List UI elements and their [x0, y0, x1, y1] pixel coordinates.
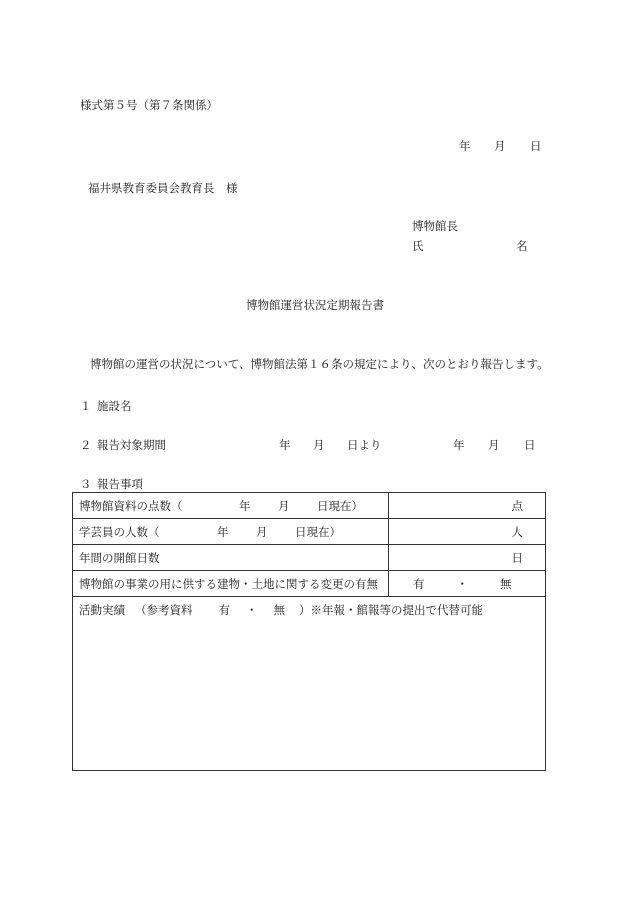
reference-yes-option[interactable]: 有	[218, 603, 230, 617]
item-1-label: 施設名	[97, 399, 132, 413]
reference-note: ※年報・館報等の提出で代替可能	[310, 603, 483, 617]
opening-days-value-cell[interactable]	[389, 545, 546, 571]
date-month-label: 月	[494, 139, 506, 153]
curator-count-label: 学芸員の人数（	[79, 524, 160, 539]
reference-close-label: ）	[299, 603, 311, 617]
period-end-day: 日	[524, 438, 536, 452]
reference-no-option[interactable]: 無	[273, 603, 285, 617]
activities-label: 活動実績	[79, 603, 125, 617]
materials-count-label: 博物館資料の点数（	[79, 498, 183, 513]
form-number: 様式第５号（第７条関係）	[80, 98, 218, 112]
table-row	[73, 493, 546, 519]
period-start-year: 年	[279, 438, 291, 452]
curator-count-value-cell[interactable]	[389, 519, 546, 545]
curator-unit: 人	[511, 524, 523, 539]
activities-cell[interactable]	[73, 597, 546, 771]
period-start-month: 月	[313, 438, 325, 452]
sender-title: 博物館長	[412, 219, 458, 233]
facility-change-separator: ・	[456, 576, 468, 591]
item-2-label: 報告対象期間	[97, 438, 166, 452]
table-row	[73, 571, 546, 597]
curator-count-label-cell	[73, 519, 389, 545]
item-3-label: 報告事項	[97, 477, 143, 491]
table-row	[73, 545, 546, 571]
opening-days-label: 年間の開館日数	[79, 550, 160, 565]
opening-days-label-cell	[73, 545, 389, 571]
curator-month-label: 月	[256, 524, 268, 539]
sender-name-label-right: 名	[516, 239, 528, 253]
materials-unit: 点	[511, 498, 523, 513]
item-2-number: ２	[80, 438, 92, 452]
item-1-number: １	[80, 399, 92, 413]
facility-change-choice-cell[interactable]	[389, 571, 546, 597]
materials-count-label-cell	[73, 493, 389, 519]
document-title: 博物館運営状況定期報告書	[246, 298, 384, 312]
intro-text: 博物館の運営の状況について、博物館法第１６条の規定により、次のとおり報告します。	[90, 357, 549, 371]
curator-year-label: 年	[217, 524, 229, 539]
facility-change-yes-option[interactable]: 有	[413, 576, 425, 591]
facility-change-no-option[interactable]: 無	[500, 576, 512, 591]
date-year-label: 年	[459, 139, 471, 153]
facility-change-label-cell	[73, 571, 389, 597]
facility-change-label: 博物館の事業の用に供する建物・土地に関する変更の有無	[79, 576, 378, 591]
materials-asof-label: 日現在）	[317, 498, 363, 513]
date-day-label: 日	[530, 139, 542, 153]
item-3-number: ３	[80, 477, 92, 491]
report-table	[72, 492, 546, 771]
sender-name-label-left: 氏	[412, 239, 424, 253]
materials-count-value-cell[interactable]	[389, 493, 546, 519]
table-row	[73, 597, 546, 771]
materials-month-label: 月	[278, 498, 290, 513]
opening-days-unit: 日	[511, 550, 523, 565]
period-end-month: 月	[488, 438, 500, 452]
addressee: 福井県教育委員会教育長 様	[88, 181, 238, 195]
curator-asof-label: 日現在）	[295, 524, 341, 539]
period-end-year: 年	[453, 438, 465, 452]
reference-separator: ・	[246, 603, 258, 617]
materials-year-label: 年	[239, 498, 251, 513]
table-row	[73, 519, 546, 545]
period-start-day: 日より	[347, 438, 382, 452]
reference-open-label: （参考資料	[135, 603, 193, 617]
